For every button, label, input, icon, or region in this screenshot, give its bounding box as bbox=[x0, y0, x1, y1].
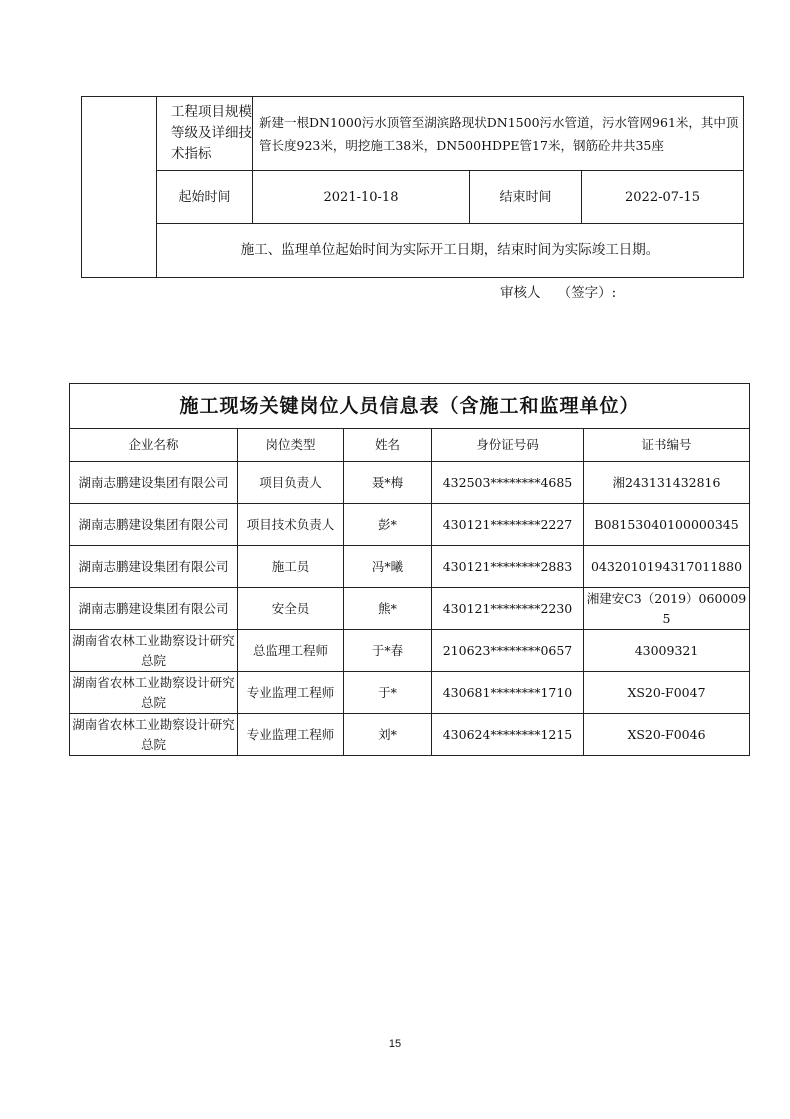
id-cell: 210623********0657 bbox=[432, 630, 584, 672]
table-row bbox=[70, 504, 750, 546]
project-info-table bbox=[81, 96, 744, 278]
position-cell: 施工员 bbox=[238, 546, 344, 588]
time-note: 施工、监理单位起始时间为实际开工日期，结束时间为实际竣工日期。 bbox=[157, 224, 744, 278]
company-cell: 湖南志鹏建设集团有限公司 bbox=[70, 588, 238, 630]
company-cell: 湖南省农林工业勘察设计研究总院 bbox=[70, 630, 238, 672]
name-cell: 于* bbox=[344, 672, 432, 714]
personnel-table-title: 施工现场关键岗位人员信息表（含施工和监理单位） bbox=[70, 384, 750, 429]
name-cell: 刘* bbox=[344, 714, 432, 756]
position-cell: 总监理工程师 bbox=[238, 630, 344, 672]
cert-cell: 43009321 bbox=[584, 630, 750, 672]
id-cell: 430121********2230 bbox=[432, 588, 584, 630]
scale-value: 新建一根DN1000污水顶管至湖滨路现状DN1500污水管道，污水管网961米，其中顶管长度923米，明挖施工38米，DN500HDPE管17米，钢筋砼井共35座 bbox=[253, 97, 744, 171]
end-time-value: 2022-07-15 bbox=[582, 171, 744, 224]
id-cell: 430121********2227 bbox=[432, 504, 584, 546]
name-cell: 彭* bbox=[344, 504, 432, 546]
company-cell: 湖南志鹏建设集团有限公司 bbox=[70, 504, 238, 546]
cert-cell: 湘243131432816 bbox=[584, 462, 750, 504]
cert-cell: XS20-F0047 bbox=[584, 672, 750, 714]
header-position: 岗位类型 bbox=[238, 429, 344, 462]
scale-label: 工程项目规模等级及详细技术指标 bbox=[157, 97, 253, 171]
id-cell: 432503********4685 bbox=[432, 462, 584, 504]
id-cell: 430624********1215 bbox=[432, 714, 584, 756]
reviewer-signature: 审核人 （签字）: bbox=[500, 285, 617, 301]
company-cell: 湖南志鹏建设集团有限公司 bbox=[70, 462, 238, 504]
cert-cell: 0432010194317011880 bbox=[584, 546, 750, 588]
id-cell: 430681********1710 bbox=[432, 672, 584, 714]
header-company: 企业名称 bbox=[70, 429, 238, 462]
cert-cell: 湘建安C3（2019）0600095 bbox=[584, 588, 750, 630]
start-time-label: 起始时间 bbox=[157, 171, 253, 224]
position-cell: 专业监理工程师 bbox=[238, 672, 344, 714]
page-number: 15 bbox=[388, 1038, 402, 1050]
company-cell: 湖南志鹏建设集团有限公司 bbox=[70, 546, 238, 588]
table-row bbox=[70, 462, 750, 504]
end-time-label: 结束时间 bbox=[470, 171, 582, 224]
name-cell: 聂*梅 bbox=[344, 462, 432, 504]
id-cell: 430121********2883 bbox=[432, 546, 584, 588]
position-cell: 专业监理工程师 bbox=[238, 714, 344, 756]
table-row bbox=[70, 714, 750, 756]
company-cell: 湖南省农林工业勘察设计研究总院 bbox=[70, 672, 238, 714]
header-name: 姓名 bbox=[344, 429, 432, 462]
table-row bbox=[70, 588, 750, 630]
table-row bbox=[70, 672, 750, 714]
table-row bbox=[70, 630, 750, 672]
position-cell: 项目负责人 bbox=[238, 462, 344, 504]
table-row bbox=[70, 546, 750, 588]
start-time-value: 2021-10-18 bbox=[253, 171, 470, 224]
company-cell: 湖南省农林工业勘察设计研究总院 bbox=[70, 714, 238, 756]
personnel-table bbox=[69, 383, 750, 756]
name-cell: 于*春 bbox=[344, 630, 432, 672]
position-cell: 安全员 bbox=[238, 588, 344, 630]
left-blank-cell bbox=[82, 97, 157, 278]
header-cert: 证书编号 bbox=[584, 429, 750, 462]
cert-cell: XS20-F0046 bbox=[584, 714, 750, 756]
header-id: 身份证号码 bbox=[432, 429, 584, 462]
cert-cell: B08153040100000345 bbox=[584, 504, 750, 546]
name-cell: 熊* bbox=[344, 588, 432, 630]
position-cell: 项目技术负责人 bbox=[238, 504, 344, 546]
name-cell: 冯*曦 bbox=[344, 546, 432, 588]
